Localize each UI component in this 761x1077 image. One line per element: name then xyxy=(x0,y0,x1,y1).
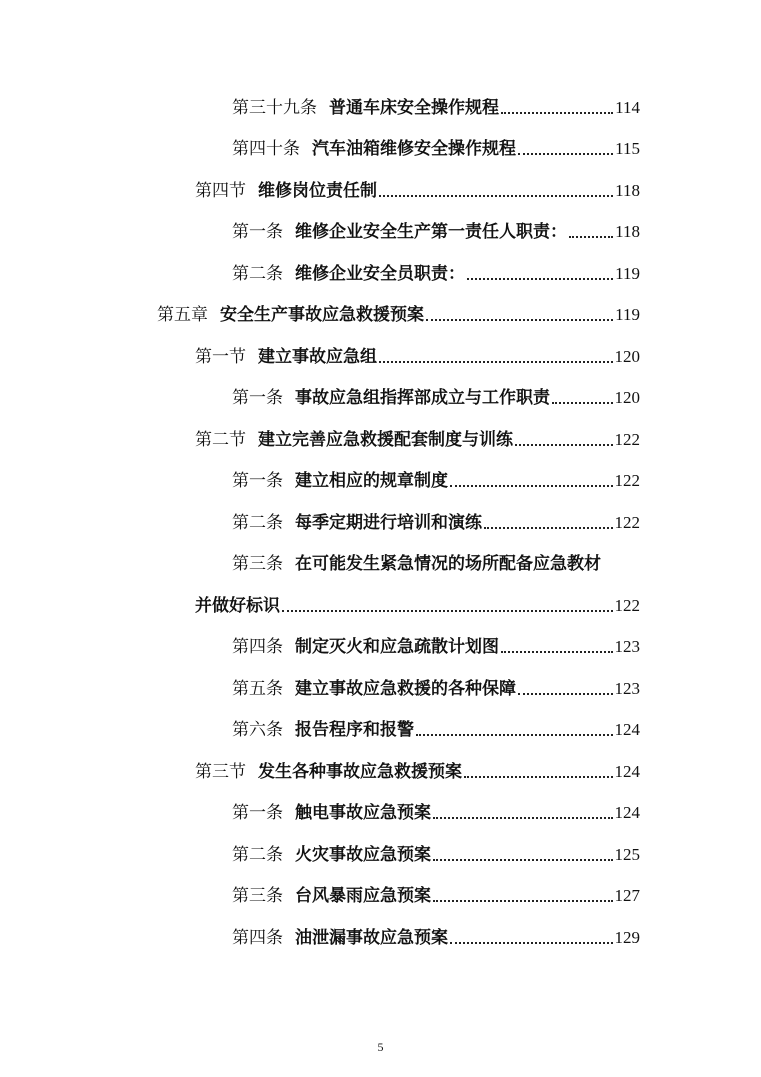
toc-dot-leader xyxy=(433,859,613,861)
toc-entry[interactable] xyxy=(232,795,640,823)
toc-dot-leader xyxy=(416,734,613,736)
toc-entry-page: 119 xyxy=(615,264,640,283)
toc-entry[interactable] xyxy=(232,920,640,948)
toc-entry-number: 第三节 xyxy=(195,762,246,782)
toc-dot-leader xyxy=(484,527,613,529)
toc-dot-leader xyxy=(518,153,613,155)
toc-entry[interactable] xyxy=(232,671,640,699)
toc-entry-page: 114 xyxy=(615,98,640,117)
toc-entry[interactable] xyxy=(232,505,640,533)
toc-dot-leader xyxy=(569,236,613,238)
toc-entry-number: 第五章 xyxy=(157,305,208,325)
toc-entry-number: 第二条 xyxy=(232,264,283,284)
toc-dot-leader xyxy=(450,485,613,487)
toc-entry-continuation[interactable] xyxy=(195,588,640,616)
toc-entry-title: 建立相应的规章制度 xyxy=(295,471,448,491)
toc-entry[interactable] xyxy=(232,90,640,118)
toc-entry[interactable] xyxy=(195,422,640,450)
toc-entry[interactable] xyxy=(232,256,640,284)
toc-entry-title: 火灾事故应急预案 xyxy=(295,845,431,865)
toc-entry-title: 油泄漏事故应急预案 xyxy=(295,928,448,948)
toc-dot-leader xyxy=(426,319,613,321)
toc-entry-number: 第四十条 xyxy=(232,139,300,159)
toc-dot-leader xyxy=(515,444,613,446)
toc-entry-page: 124 xyxy=(614,803,640,822)
toc-entry-page: 118 xyxy=(615,181,640,200)
toc-entry-page: 122 xyxy=(614,471,640,490)
toc-entry-title: 安全生产事故应急救援预案 xyxy=(220,305,424,325)
toc-entry-title: 每季定期进行培训和演练 xyxy=(295,513,482,533)
toc-entry-title: 触电事故应急预案 xyxy=(295,803,431,823)
page-number-footer: 5 xyxy=(377,1040,384,1054)
toc-entry-number: 第五条 xyxy=(232,679,283,699)
toc-entry-title-continued: 并做好标识 xyxy=(195,596,280,616)
toc-entry[interactable] xyxy=(232,878,640,906)
toc-entry[interactable] xyxy=(232,546,601,574)
toc-entry[interactable] xyxy=(195,173,640,201)
toc-entry[interactable] xyxy=(232,463,640,491)
toc-entry[interactable] xyxy=(157,297,640,325)
toc-entry-number: 第二条 xyxy=(232,845,283,865)
toc-entry-number: 第一条 xyxy=(232,222,283,242)
toc-dot-leader xyxy=(518,693,613,695)
toc-entry-page: 119 xyxy=(615,305,640,324)
toc-entry-number: 第一条 xyxy=(232,388,283,408)
toc-dot-leader xyxy=(467,278,613,280)
toc-entry-page: 129 xyxy=(614,928,640,947)
toc-entry-title: 维修企业安全员职责： xyxy=(295,264,465,284)
toc-entry-page: 122 xyxy=(614,430,640,449)
toc-entry-page: 124 xyxy=(614,720,640,739)
toc-entry-number: 第一条 xyxy=(232,471,283,491)
toc-dot-leader xyxy=(433,900,613,902)
toc-dot-leader xyxy=(433,817,613,819)
toc-entry-page: 120 xyxy=(614,347,640,366)
toc-entry-number: 第一节 xyxy=(195,347,246,367)
toc-entry-page: 122 xyxy=(614,596,640,615)
toc-dot-leader xyxy=(379,195,613,197)
toc-entry-title: 建立事故应急组 xyxy=(258,347,377,367)
toc-dot-leader xyxy=(501,112,613,114)
toc-dot-leader xyxy=(282,610,613,612)
toc-entry-page: 124 xyxy=(614,762,640,781)
toc-entry-title: 汽车油箱维修安全操作规程 xyxy=(312,139,516,159)
toc-entry-page: 127 xyxy=(614,886,640,905)
toc-entry-number: 第四条 xyxy=(232,637,283,657)
toc-entry[interactable] xyxy=(232,629,640,657)
toc-entry[interactable] xyxy=(232,214,640,242)
toc-entry-number: 第六条 xyxy=(232,720,283,740)
toc-entry-title: 在可能发生紧急情况的场所配备应急教材 xyxy=(295,554,601,574)
toc-entry-title: 维修企业安全生产第一责任人职责： xyxy=(295,222,567,242)
toc-entry-title: 建立完善应急救援配套制度与训练 xyxy=(258,430,513,450)
toc-entry-title: 建立事故应急救援的各种保障 xyxy=(295,679,516,699)
toc-entry-number: 第二节 xyxy=(195,430,246,450)
toc-entry[interactable] xyxy=(195,339,640,367)
toc-entry-title: 普通车床安全操作规程 xyxy=(329,98,499,118)
toc-entry-number: 第四节 xyxy=(195,181,246,201)
toc-entry[interactable] xyxy=(232,380,640,408)
toc-entry-page: 118 xyxy=(615,222,640,241)
toc-entry-number: 第二条 xyxy=(232,513,283,533)
toc-entry-title: 发生各种事故应急救援预案 xyxy=(258,762,462,782)
toc-entry-page: 115 xyxy=(615,139,640,158)
toc-entry-page: 122 xyxy=(614,513,640,532)
toc-entry-number: 第一条 xyxy=(232,803,283,823)
toc-entry-page: 120 xyxy=(614,388,640,407)
toc-dot-leader xyxy=(450,942,613,944)
toc-entry[interactable] xyxy=(232,712,640,740)
toc-entry-title: 报告程序和报警 xyxy=(295,720,414,740)
toc-entry-page: 123 xyxy=(614,679,640,698)
toc-entry-page: 125 xyxy=(614,845,640,864)
toc-entry-title: 台风暴雨应急预案 xyxy=(295,886,431,906)
toc-dot-leader xyxy=(464,776,613,778)
toc-entry[interactable] xyxy=(195,754,640,782)
toc-entry-number: 第三条 xyxy=(232,554,283,574)
toc-entry-title: 制定灭火和应急疏散计划图 xyxy=(295,637,499,657)
toc-entry-title: 事故应急组指挥部成立与工作职责 xyxy=(295,388,550,408)
toc-dot-leader xyxy=(501,651,613,653)
toc-entry[interactable] xyxy=(232,837,640,865)
toc-entry-title: 维修岗位责任制 xyxy=(258,181,377,201)
toc-entry[interactable] xyxy=(232,131,640,159)
toc-entry-number: 第三条 xyxy=(232,886,283,906)
toc-dot-leader xyxy=(552,402,613,404)
toc-dot-leader xyxy=(379,361,613,363)
toc-entry-page: 123 xyxy=(614,637,640,656)
toc-entry-number: 第三十九条 xyxy=(232,98,317,118)
toc-entry-number: 第四条 xyxy=(232,928,283,948)
